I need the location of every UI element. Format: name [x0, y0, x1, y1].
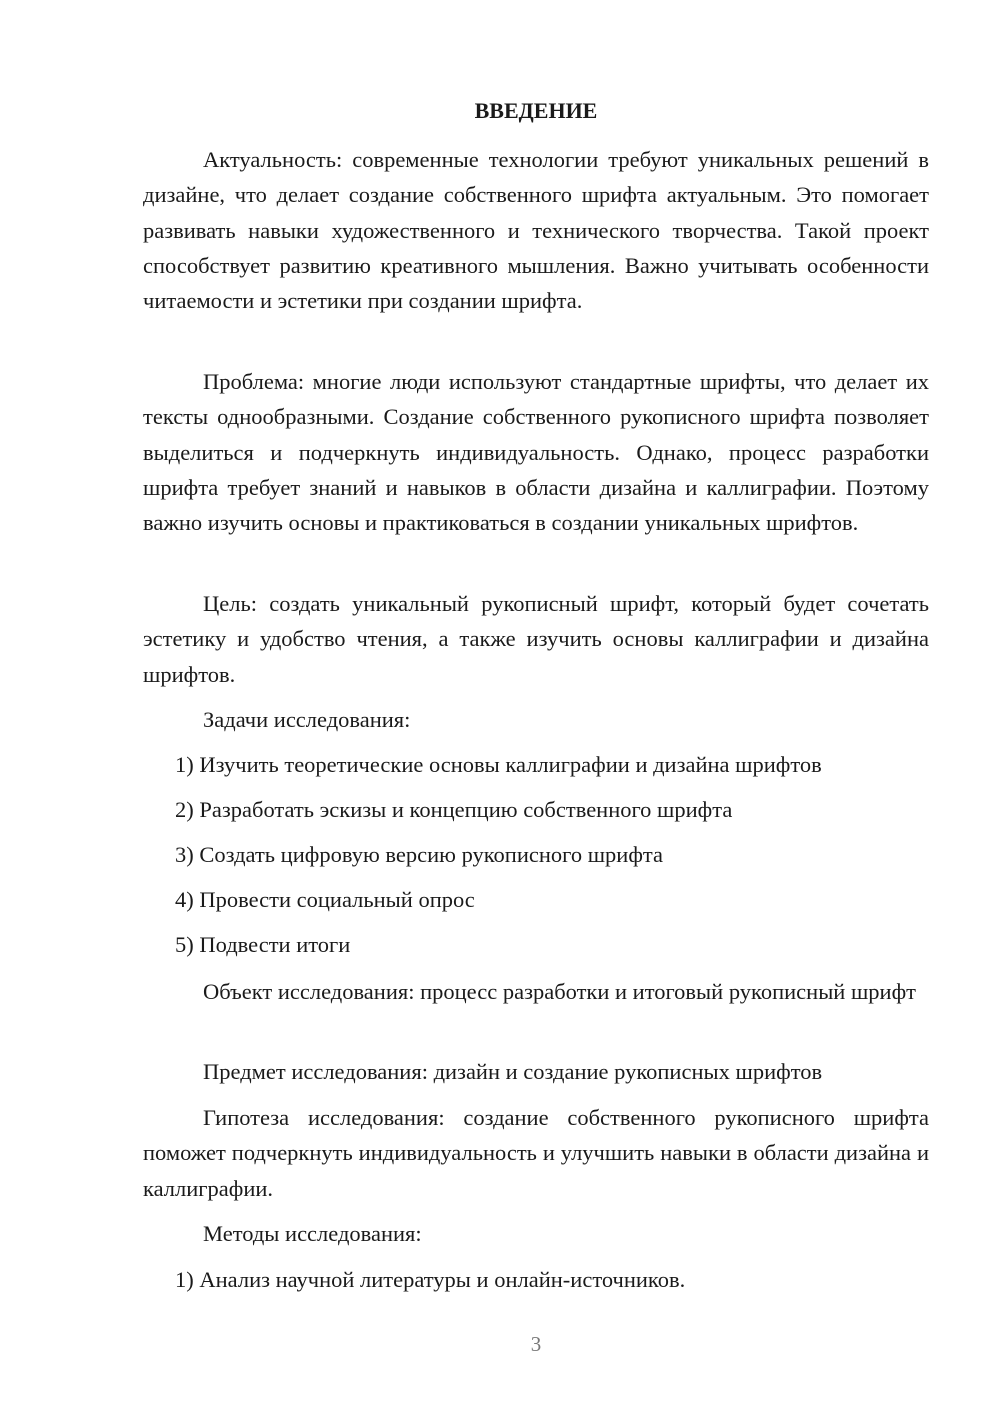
- relevance-paragraph: Актуальность: современные технологии требуют уникальных решений в дизайне, что делает создание собственного шрифта актуальным. Это помогает развивать навыки художественного и технического творчества. Такой проект способствует развитию креативного мышления. Важно учитывать особенности читаемости и эстетики при создании шрифта.: [143, 147, 929, 314]
- section-tasks: [143, 702, 929, 737]
- task-list: [143, 747, 929, 782]
- list-item: 1) Изучить теоретические основы каллиграфии и дизайна шрифтов: [175, 752, 822, 777]
- task-list: [143, 792, 929, 827]
- section-problem: [143, 364, 929, 540]
- list-item: 4) Провести социальный опрос: [175, 887, 475, 912]
- section-relevance: [143, 142, 929, 318]
- section-methods: [143, 1216, 929, 1251]
- list-item: 1) Анализ научной литературы и онлайн-источников.: [175, 1267, 686, 1292]
- list-item: 3) Создать цифровую версию рукописного шрифта: [175, 842, 664, 867]
- methods-list: [143, 1262, 929, 1297]
- page-number: 3: [530, 1332, 542, 1356]
- page-title: ВВЕДЕНИЕ: [474, 98, 598, 123]
- problem-paragraph: Проблема: многие люди используют стандартные шрифты, что делает их тексты однообразными. Создание собственного рукописного шрифта позволяет выделиться и подчеркнуть индивидуальность. Однако, процесс разработки шрифта требует знаний и навыков в области дизайна и каллиграфии. Поэтому важно изучить основы и практиковаться в создании уникальных шрифтов.: [143, 369, 929, 536]
- subject-paragraph: Предмет исследования: дизайн и создание рукописных шрифтов: [203, 1059, 823, 1084]
- task-list: [143, 837, 929, 872]
- object-paragraph: Объект исследования: процесс разработки и итоговый рукописный шрифт: [203, 979, 917, 1004]
- methods-heading: Методы исследования:: [203, 1221, 422, 1246]
- tasks-heading: Задачи исследования:: [203, 707, 411, 732]
- hypothesis-paragraph: Гипотеза исследования: создание собственного рукописного шрифта поможет подчеркнуть индивидуальность и улучшить навыки в области дизайна и каллиграфии.: [143, 1105, 929, 1201]
- task-list: [143, 882, 929, 917]
- section-goal: [143, 586, 929, 692]
- section-subject: [143, 1054, 929, 1089]
- task-list: [143, 927, 929, 962]
- section-object: [143, 974, 929, 1009]
- goal-paragraph: Цель: создать уникальный рукописный шрифт, который будет сочетать эстетику и удобство чтения, а также изучить основы каллиграфии и дизайна шрифтов.: [143, 591, 929, 687]
- list-item: 2) Разработать эскизы и концепцию собственного шрифта: [175, 797, 733, 822]
- list-item: 5) Подвести итоги: [175, 932, 351, 957]
- section-hypothesis: [143, 1100, 929, 1206]
